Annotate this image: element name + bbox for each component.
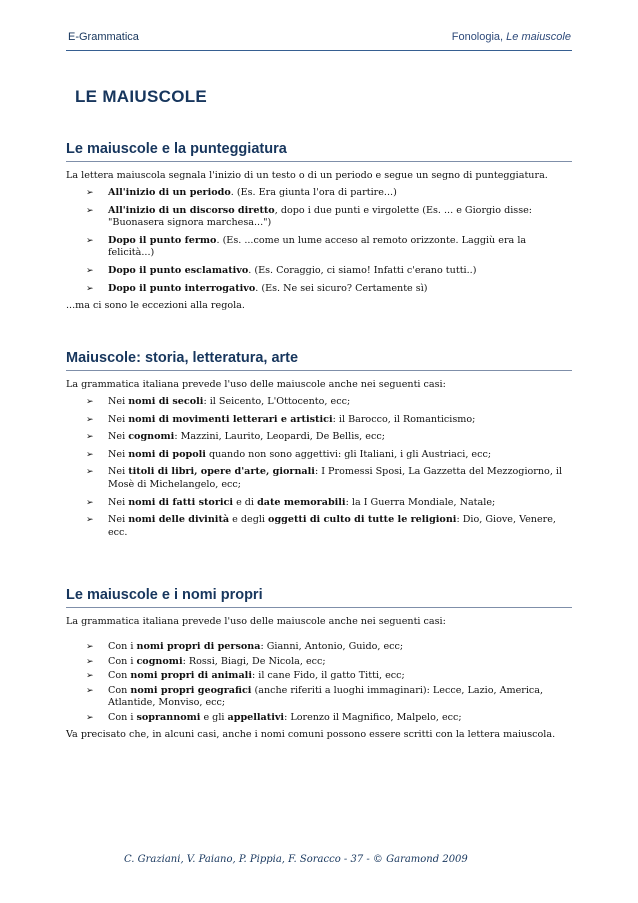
header-left: E-Grammatica: [68, 31, 139, 43]
emphasis-term: nomi propri di animali: [130, 670, 252, 682]
list-item: [66, 187, 572, 200]
list-item: [66, 497, 572, 510]
list-item: [66, 235, 572, 260]
section-storia: [66, 350, 572, 544]
emphasis-term: nomi di movimenti letterari e artistici: [128, 413, 333, 425]
item-text: quando non sono aggettivi: gli Italiani, i gli Austriaci, ecc;: [205, 448, 492, 460]
header-right-italic: Le maiuscole: [506, 31, 571, 43]
item-text: : Gianni, Antonio, Guido, ecc;: [260, 641, 404, 652]
arrow-bullet-icon: ➢: [86, 467, 94, 478]
list-item: [66, 449, 572, 462]
section-intro: La grammatica italiana prevede l'uso delle maiuscole anche nei seguenti casi:: [66, 379, 446, 390]
section-outro: ...ma ci sono le eccezioni alla regola.: [66, 300, 245, 312]
item-text: (anche riferiti a luoghi immaginari): Lecce, Lazio, America, Atlantide, Monviso, ecc;: [108, 684, 544, 709]
list-item: [66, 414, 572, 427]
item-text: Nei: [108, 413, 129, 425]
item-text: : Lorenzo il Magnifico, Malpelo, ecc;: [284, 711, 462, 723]
item-text: Con i: [108, 655, 137, 667]
emphasis-term: Dopo il punto fermo: [108, 234, 217, 246]
item-text: Con: [108, 684, 131, 696]
arrow-bullet-icon: ➢: [86, 414, 94, 425]
arrow-bullet-icon: ➢: [86, 432, 94, 443]
item-text: e degli: [229, 514, 269, 526]
emphasis-term: nomi delle divinità: [128, 514, 230, 526]
item-text: Nei: [108, 496, 129, 508]
emphasis-term: appellativi: [227, 711, 285, 723]
item-text: : il cane Fido, il gatto Titti, ecc;: [251, 670, 405, 682]
item-text: . (Es. Coraggio, ci siamo! Infatti c'erano tutti..): [248, 264, 477, 276]
item-text: Nei: [108, 448, 129, 460]
item-text: Con: [108, 670, 131, 682]
item-text: . (Es. Ne sei sicuro? Certamente sì): [255, 282, 428, 294]
page-title: LE MAIUSCOLE: [75, 87, 208, 106]
footer-credits: C. Graziani, V. Paiano, P. Pippia, F. Soracco - 37 - © Garamond 2009: [124, 854, 468, 865]
emphasis-term: titoli di libri, opere d'arte, giornali: [128, 466, 315, 478]
item-text: : I Promessi Sposi, La Gazzetta del Mezzogiorno, il Mosè di Michelangelo, ecc;: [108, 466, 563, 490]
item-text: . (Es. Era giunta l'ora di partire...): [230, 187, 397, 198]
arrow-bullet-icon: ➢: [86, 712, 94, 723]
section-heading: Le maiuscole e i nomi propri: [66, 587, 572, 608]
section-punteggiatura: [66, 141, 572, 312]
item-text: : Dio, Giove, Venere, ecc.: [108, 514, 556, 538]
arrow-bullet-icon: ➢: [86, 283, 94, 294]
header-rule: [66, 50, 572, 51]
list-item: [66, 712, 572, 725]
list-item: [66, 205, 572, 230]
list-item: [66, 265, 572, 278]
section-intro: La lettera maiuscola segnala l'inizio di un testo o di un periodo e segue un segno di punteggiatura.: [66, 170, 548, 181]
section-nomi-propri: [66, 587, 572, 741]
emphasis-term: All'inizio di un periodo: [108, 187, 231, 198]
item-text: : il Seicento, L'Ottocento, ecc;: [203, 396, 351, 407]
emphasis-term: nomi propri geografici: [130, 684, 252, 696]
arrow-bullet-icon: ➢: [86, 515, 94, 526]
arrow-bullet-icon: ➢: [86, 205, 94, 216]
emphasis-term: soprannomi: [136, 711, 201, 723]
list-item: [66, 466, 572, 491]
list-item: [66, 685, 572, 710]
section-heading: Maiuscole: storia, letteratura, arte: [66, 350, 572, 371]
arrow-bullet-icon: ➢: [86, 449, 94, 460]
list-item: [66, 431, 572, 444]
item-text: : la I Guerra Mondiale, Natale;: [345, 496, 496, 508]
arrow-bullet-icon: ➢: [86, 188, 94, 198]
arrow-bullet-icon: ➢: [86, 685, 94, 696]
emphasis-term: nomi di secoli: [128, 396, 204, 407]
item-text: . (Es. ...come un lume acceso al remoto orizzonte. Laggiù era la felicità...): [108, 234, 527, 259]
arrow-bullet-icon: ➢: [86, 235, 94, 246]
item-text: Nei: [108, 431, 129, 443]
emphasis-term: nomi propri di persona: [136, 641, 261, 652]
emphasis-term: Dopo il punto interrogativo: [108, 282, 256, 294]
emphasis-term: date memorabili: [257, 496, 346, 508]
list-item: [66, 670, 572, 683]
arrow-bullet-icon: ➢: [86, 397, 94, 407]
rule-list: [66, 187, 572, 295]
section-intro: La grammatica italiana prevede l'uso delle maiuscole anche nei seguenti casi:: [66, 616, 446, 627]
section-outro: Va precisato che, in alcuni casi, anche i nomi comuni possono essere scritti con la lettera maiuscola.: [66, 728, 556, 740]
rule-list: [66, 396, 572, 539]
item-text: : Mazzini, Laurito, Leopardi, De Bellis, ecc;: [174, 431, 385, 443]
list-item: [66, 656, 572, 669]
section-heading: Le maiuscole e la punteggiatura: [66, 141, 572, 162]
header-right-plain: Fonologia,: [451, 31, 507, 43]
item-text: Nei: [108, 514, 129, 526]
item-text: : Rossi, Biagi, De Nicola, ecc;: [182, 655, 326, 667]
emphasis-term: oggetti di culto di tutte le religioni: [268, 514, 457, 526]
arrow-bullet-icon: ➢: [86, 642, 94, 652]
emphasis-term: Dopo il punto esclamativo: [108, 264, 249, 276]
emphasis-term: cognomi: [136, 655, 183, 667]
list-item: [66, 641, 572, 654]
item-text: Con i: [108, 641, 137, 652]
rule-list: [66, 641, 572, 725]
emphasis-term: nomi di popoli: [128, 448, 206, 460]
list-item: [66, 514, 572, 539]
item-text: e gli: [200, 711, 228, 723]
arrow-bullet-icon: ➢: [86, 656, 94, 667]
list-item: [66, 396, 572, 409]
emphasis-term: nomi di fatti storici: [128, 496, 234, 508]
item-text: e di: [233, 496, 258, 508]
item-text: Nei: [108, 396, 129, 407]
header-right: [452, 31, 571, 43]
list-item: [66, 283, 572, 296]
item-text: Nei: [108, 466, 129, 478]
item-text: : il Barocco, il Romanticismo;: [332, 413, 476, 425]
item-text: Con i: [108, 711, 137, 723]
arrow-bullet-icon: ➢: [86, 265, 94, 276]
item-text: , dopo i due punti e virgolette (Es. ... e Giorgio disse: "Buonasera signora marchesa..."): [108, 204, 533, 229]
emphasis-term: All'inizio di un discorso diretto: [108, 204, 275, 216]
arrow-bullet-icon: ➢: [86, 497, 94, 508]
arrow-bullet-icon: ➢: [86, 671, 94, 682]
emphasis-term: cognomi: [128, 431, 175, 443]
